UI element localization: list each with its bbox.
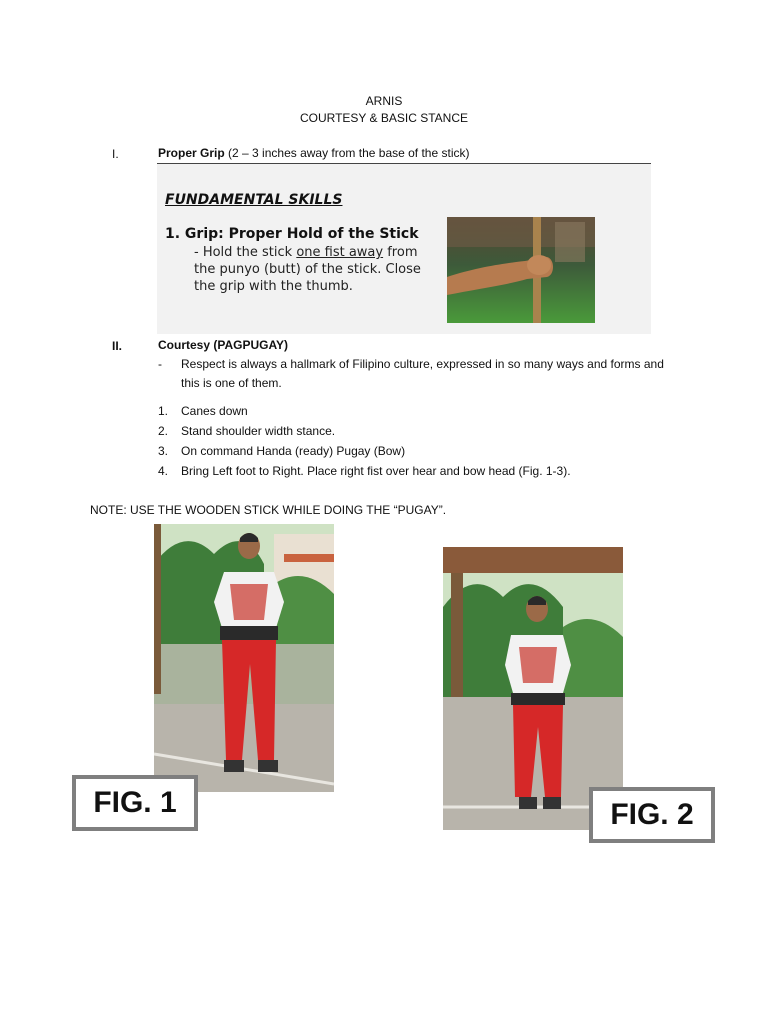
doc-title: ARNIS (365, 94, 403, 108)
fundamental-skills-title: FUNDAMENTAL SKILLS (165, 192, 343, 208)
section-1-note: (2 – 3 inches away from the base of the stick) (228, 146, 470, 160)
section-1-number: I. (112, 147, 119, 161)
grip-body-underlined: one fist away (296, 245, 384, 260)
section-2-bullet-mark: - (158, 357, 162, 371)
section-2-number: II. (112, 339, 123, 353)
section-1-heading-line (158, 144, 469, 163)
grip-body-prefix: - Hold the stick (194, 245, 297, 260)
section-2-bullet-text: Respect is always a hallmark of Filipino culture, expressed in so many ways and forms and this is one of them. (181, 357, 664, 390)
section-1-heading: Proper Grip (158, 146, 225, 160)
step-3-number: 3. (158, 444, 169, 458)
grip-item-body (194, 244, 429, 295)
step-1-text: Canes down (181, 404, 248, 418)
wooden-stick-note: NOTE: USE THE WOODEN STICK WHILE DOING THE “PUGAY”. (90, 503, 447, 517)
step-2-number: 2. (158, 424, 169, 438)
step-1-number: 1. (158, 404, 169, 418)
grip-hand-photo (447, 217, 595, 323)
figure-1-label: FIG. 1 (72, 775, 198, 831)
figure-2-label: FIG. 2 (589, 787, 715, 843)
step-2-text: Stand shoulder width stance. (181, 424, 336, 438)
section-2-heading: Courtesy (PAGPUGAY) (158, 338, 289, 352)
doc-subtitle: COURTESY & BASIC STANCE (299, 111, 469, 125)
step-4-text: Bring Left foot to Right. Place right fist over hear and bow head (Fig. 1-3). (181, 464, 571, 478)
grip-body-suffix: from the punyo (butt) of the stick. Close the grip with the thumb. (194, 245, 421, 294)
figure-1-photo (154, 524, 334, 792)
grip-instruction-panel (157, 163, 651, 334)
step-3-text: On command Handa (ready) Pugay (Bow) (181, 444, 406, 458)
grip-item-heading: 1. Grip: Proper Hold of the Stick (165, 226, 419, 242)
step-4-number: 4. (158, 464, 169, 478)
